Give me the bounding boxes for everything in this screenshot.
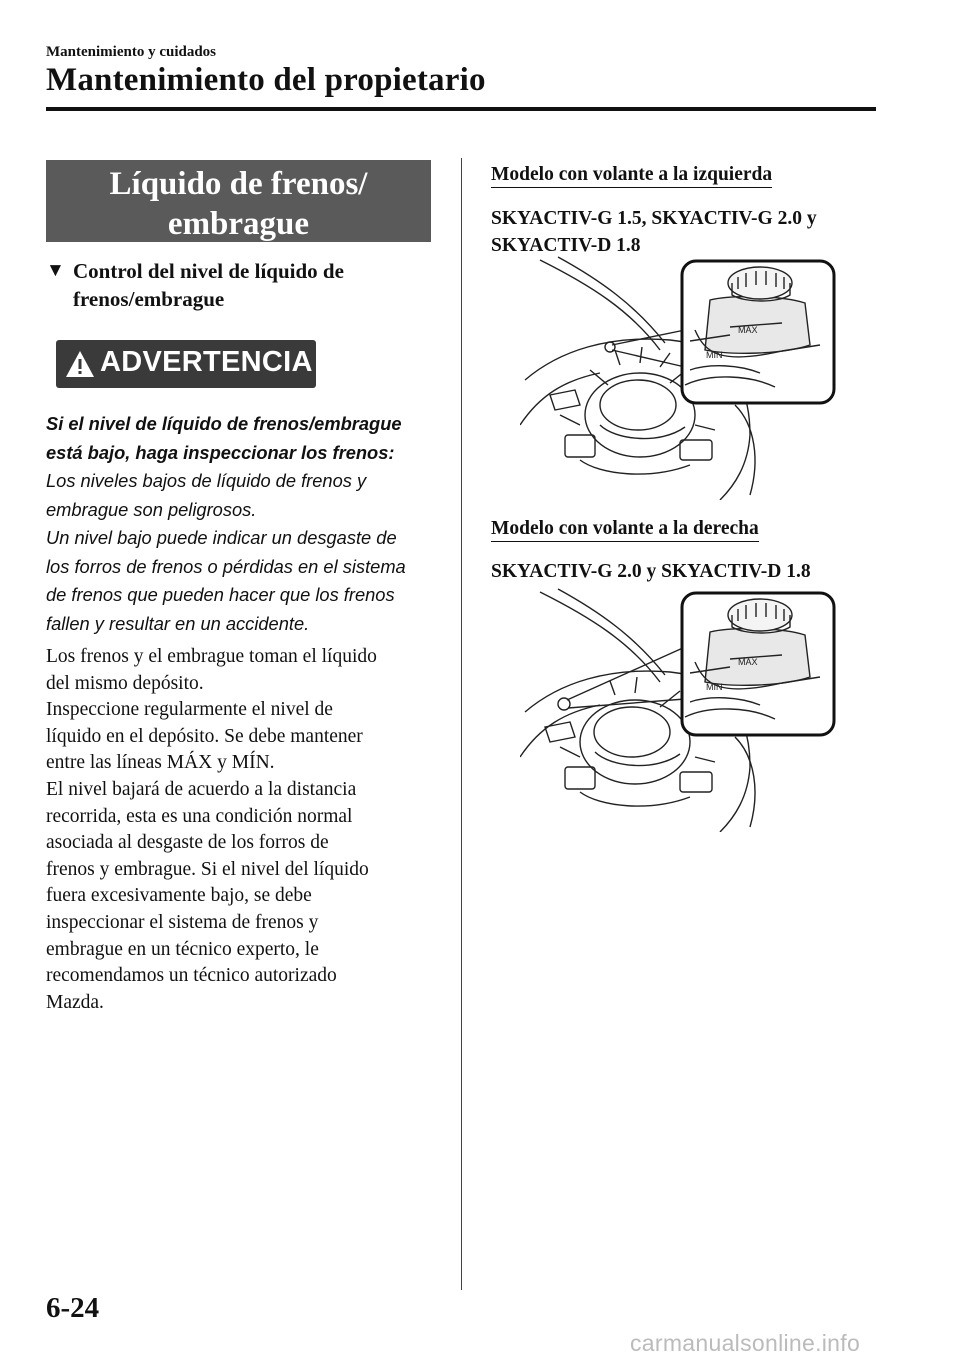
check-heading-text: Control del nivel de líquido de frenos/embrague (73, 259, 344, 311)
rhd-models: SKYACTIV-G 2.0 y SKYACTIV-D 1.8 (491, 561, 811, 582)
lhd-reservoir-figure (520, 255, 840, 500)
warning-body-text: Los niveles bajos de líquido de frenos y embrague son peligrosos. Un nivel bajo puede indicar un desgaste de los forros de frenos o pérdidas en el sistema de frenos que pueden hacer que los frenos fallen y resultar en un accidente. (46, 470, 406, 634)
rhd-subhead-text: Modelo con volante a la derecha (491, 518, 759, 542)
warning-triangle-icon (64, 349, 96, 379)
warning-bold-text: Si el nivel de líquido de frenos/embrague está bajo, haga inspeccionar los frenos: (46, 413, 402, 463)
lhd-min-label: MIN (706, 350, 723, 360)
check-heading (46, 257, 446, 313)
lhd-models: SKYACTIV-G 1.5, SKYACTIV-G 2.0 y SKYACTIV-D 1.8 (491, 208, 817, 256)
column-divider (461, 158, 462, 1290)
page-number: 6-24 (46, 1292, 100, 1324)
lhd-max-label: MAX (738, 325, 758, 335)
warning-text (46, 410, 441, 638)
rhd-reservoir-figure (520, 587, 840, 832)
rhd-subhead (491, 518, 759, 540)
lhd-subhead-text: Modelo con volante a la izquierda (491, 164, 772, 188)
page-title: Mantenimiento del propietario (46, 62, 486, 98)
down-triangle-marker-icon: ▼ (46, 260, 65, 281)
topic-banner: Líquido de frenos/ embrague (46, 160, 431, 242)
title-rule (46, 107, 876, 111)
rhd-max-label: MAX (738, 657, 758, 667)
footer-source: carmanualsonline.info (630, 1330, 861, 1356)
warning-label: ADVERTENCIA (100, 346, 313, 378)
section-kicker: Mantenimiento y cuidados (46, 44, 217, 60)
lhd-subhead (491, 164, 772, 186)
rhd-min-label: MIN (706, 682, 723, 692)
warning-badge (56, 340, 316, 388)
body-paragraph: Los frenos y el embrague toman el líquido del mismo depósito. Inspeccione regularmente el nivel de líquido en el depósito. Se debe mantener entre las líneas MÁX y MÍN. El nivel bajará de acuerdo a la distancia recorrida, esta es una condición normal asociada al desgaste de los forros de frenos y embrague. Si el nivel del líquido fuera excesivamente bajo, se debe inspeccionar el sistema de frenos y embrague en un técnico experto, le recomendamos un técnico autorizado Mazda. (46, 646, 377, 1013)
